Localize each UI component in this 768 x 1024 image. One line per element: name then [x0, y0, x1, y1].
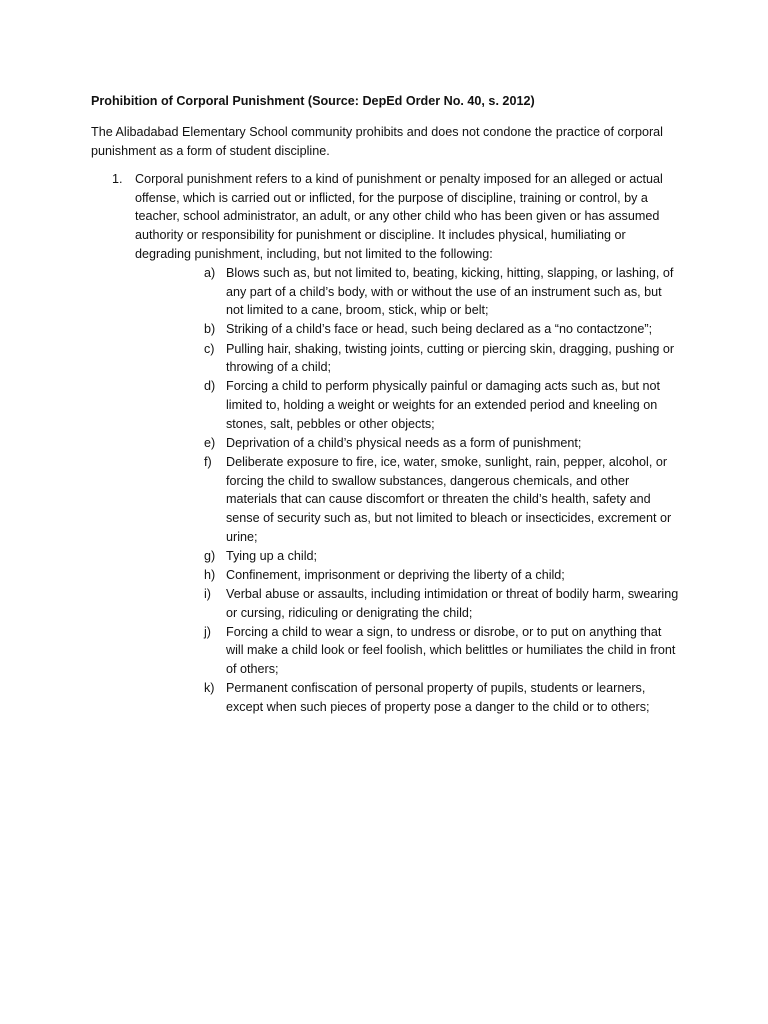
lettered-sublist: [135, 264, 691, 717]
sublist-item-letter: g): [204, 548, 216, 563]
sublist-item-letter: b): [204, 322, 216, 337]
sublist-item: [204, 679, 691, 716]
sublist-item: [204, 566, 691, 585]
sublist-item: [204, 264, 691, 320]
list-item-text: Corporal punishment refers to a kind of punishment or penalty imposed for an alleged or actual offense, which is carried out or inflicted, for the purpose of discipline, training or control, by a teacher, school administrator, an adult, or any other child who has been given or has assumed authority or responsibility for punishment or discipline. It includes physical, humiliating or degrading punishment, including, but not limited to the following:: [135, 172, 663, 261]
sublist-item: [204, 453, 691, 547]
sublist-item-letter: c): [204, 341, 215, 356]
sublist-item-letter: a): [204, 265, 216, 280]
list-item: [91, 170, 691, 717]
sublist-item-text: Permanent confiscation of personal property of pupils, students or learners, except when such pieces of property pose a danger to the child or to others;: [226, 681, 650, 714]
sublist-item-text: Deprivation of a child’s physical needs as a form of punishment;: [226, 435, 582, 450]
sublist-item: [204, 547, 691, 566]
sublist-item-letter: d): [204, 379, 216, 394]
intro-paragraph: The Alibadabad Elementary School community prohibits and does not condone the practice of corporal punishment as a form of student discipline.: [91, 125, 663, 158]
sublist-item-letter: k): [204, 681, 215, 696]
sublist-item: [204, 320, 691, 339]
list-item-number: 1.: [112, 172, 123, 186]
sublist-item-text: Confinement, imprisonment or depriving the liberty of a child;: [226, 567, 565, 582]
sublist-item-text: Tying up a child;: [226, 548, 318, 563]
sublist-item-letter: j): [204, 624, 211, 639]
document-title: Prohibition of Corporal Punishment (Source: DepEd Order No. 40, s. 2012): [91, 94, 535, 108]
sublist-item: [204, 340, 691, 377]
sublist-item-text: Verbal abuse or assaults, including intimidation or threat of bodily harm, swearing or cursing, ridiculing or denigrating the child;: [226, 586, 679, 620]
sublist-item-text: Pulling hair, shaking, twisting joints, cutting or piercing skin, dragging, pushing or throwing of a child;: [226, 341, 675, 375]
sublist-item-letter: i): [204, 586, 211, 601]
sublist-item: [204, 585, 691, 622]
sublist-item-text: Deliberate exposure to fire, ice, water, smoke, sunlight, rain, pepper, alcohol, or forcing the child to swallow substances, dangerous chemicals, and other materials that can cause discomfort or threaten the child’s health, safety and sense of security such as, but not limited to bleach or insecticides, excrement or urine;: [226, 454, 672, 544]
sublist-item: [204, 434, 691, 453]
sublist-item-letter: h): [204, 567, 216, 582]
sublist-item-text: Blows such as, but not limited to, beating, kicking, hitting, slapping, or lashing, of any part of a child’s body, with or without the use of an instrument such as, but not limited to a cane, broom, stick, whip or belt;: [226, 265, 674, 318]
numbered-list: [91, 170, 691, 717]
sublist-item-text: Forcing a child to perform physically painful or damaging acts such as, but not limited to, holding a weight or weights for an extended period and kneeling on stones, salt, pebbles or other objects;: [226, 379, 661, 431]
sublist-item: [204, 623, 691, 679]
sublist-item-letter: f): [204, 454, 212, 469]
sublist-item-letter: e): [204, 435, 216, 450]
sublist-item: [204, 377, 691, 433]
sublist-item-text: Forcing a child to wear a sign, to undress or disrobe, or to put on anything that will make a child look or feel foolish, which belittles or humiliates the child in front of others;: [226, 624, 676, 677]
sublist-item-text: Striking of a child’s face or head, such being declared as a “no contactzone”;: [226, 322, 653, 337]
